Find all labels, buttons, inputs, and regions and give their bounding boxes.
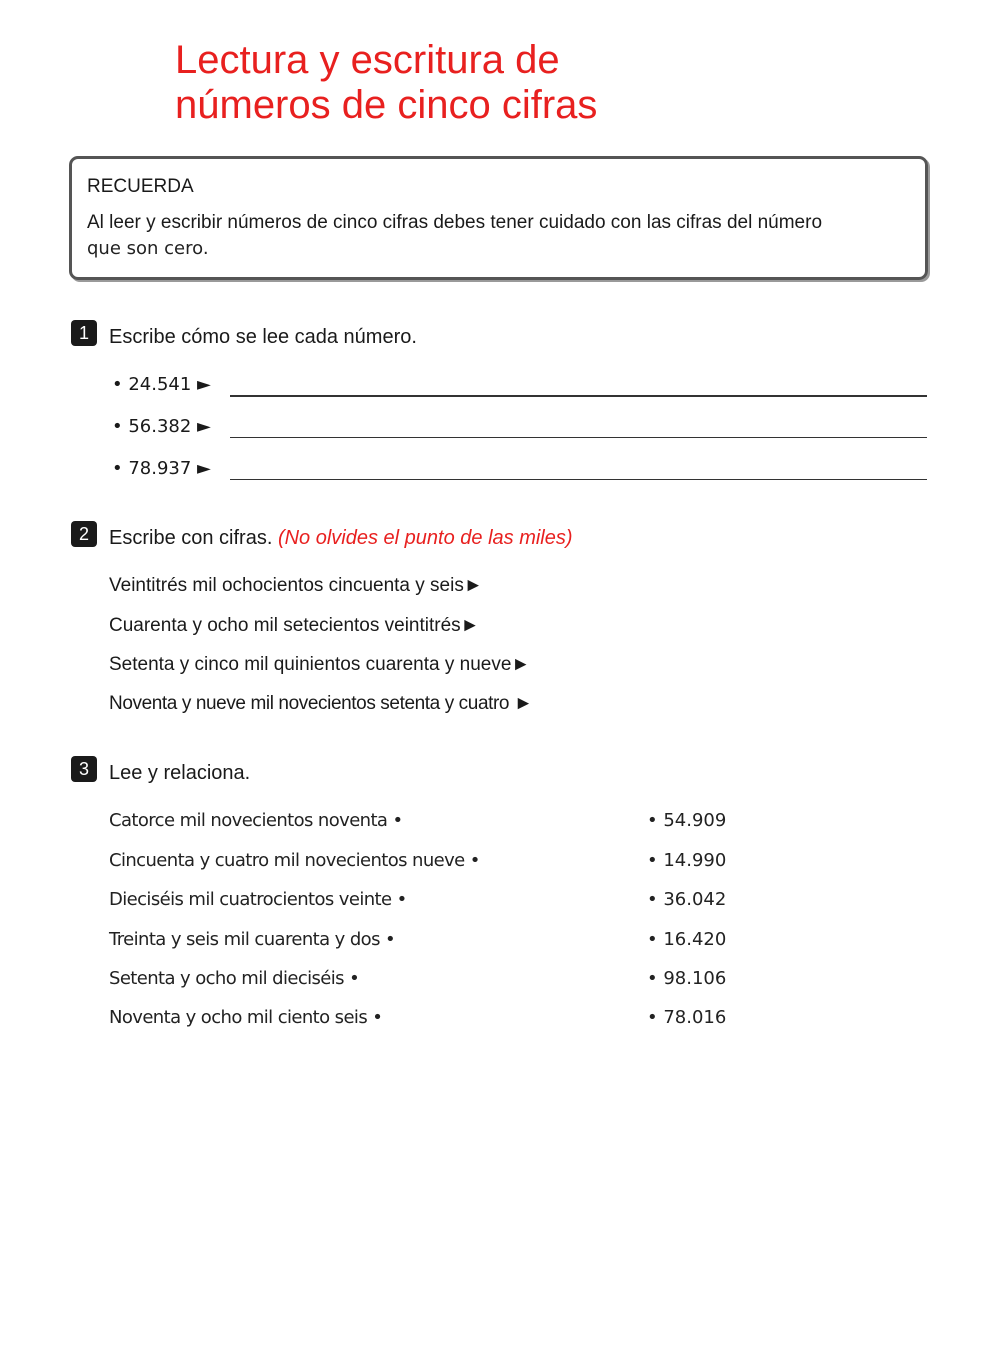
recuerda-text-line1: Al leer y escribir números de cinco cifras debes tener cuidado con las cifras del número <box>87 212 823 233</box>
match-left-item-4[interactable]: Treinta y seis mil cuarenta y dos • <box>109 929 395 950</box>
exercise1-item-2-answer-line[interactable] <box>230 437 927 438</box>
match-right-item-1[interactable]: • 54.909 <box>647 810 727 831</box>
match-left-item-5[interactable]: Setenta y ocho mil dieciséis • <box>109 968 360 989</box>
match-left-item-3[interactable]: Dieciséis mil cuatrocientos veinte • <box>109 889 407 910</box>
page-title-line1: Lectura y escritura de <box>175 38 560 82</box>
match-right-item-5[interactable]: • 98.106 <box>647 968 727 989</box>
exercise2-item-2: Cuarenta y ocho mil setecientos veintitrés► <box>109 615 480 636</box>
match-left-item-6[interactable]: Noventa y ocho mil ciento seis • <box>109 1007 383 1028</box>
page-title-line2: números de cinco cifras <box>175 83 598 127</box>
exercise1-item-1-label: • 24.541 ► <box>112 374 211 395</box>
match-right-item-2[interactable]: • 14.990 <box>647 850 727 871</box>
match-right-item-3[interactable]: • 36.042 <box>647 889 727 910</box>
exercise2-item-3: Setenta y cinco mil quinientos cuarenta y nueve► <box>109 654 531 675</box>
exercise1-instruction: Escribe cómo se lee cada número. <box>109 326 417 348</box>
exercise3-instruction: Lee y relaciona. <box>109 762 251 784</box>
exercise1-item-1-answer-line[interactable] <box>230 395 927 397</box>
exercise2-number-badge: 2 <box>71 521 97 547</box>
match-right-item-4[interactable]: • 16.420 <box>647 929 727 950</box>
match-left-item-2[interactable]: Cincuenta y cuatro mil novecientos nueve • <box>109 850 480 871</box>
page-title <box>175 38 597 128</box>
exercise2-hint: (No olvides el punto de las miles) <box>277 527 573 549</box>
match-right-item-6[interactable]: • 78.016 <box>647 1007 727 1028</box>
exercise2-item-4: Noventa y nueve mil novecientos setenta y cuatro ► <box>109 693 533 714</box>
exercise2-heading <box>109 527 573 550</box>
exercise2-item-1: Veintitrés mil ochocientos cincuenta y seis► <box>109 575 483 596</box>
exercise1-item-3-label: • 78.937 ► <box>112 458 211 479</box>
exercise1-number-badge: 1 <box>71 320 97 346</box>
recuerda-heading: RECUERDA <box>87 176 194 197</box>
exercise1-item-2-label: • 56.382 ► <box>112 416 211 437</box>
exercise2-instruction: Escribe con cifras. <box>109 527 273 549</box>
exercise1-item-3-answer-line[interactable] <box>230 479 927 480</box>
recuerda-text-line2: que son cero. <box>87 238 209 259</box>
exercise3-number-badge: 3 <box>71 756 97 782</box>
match-left-item-1[interactable]: Catorce mil novecientos noventa • <box>109 810 403 831</box>
